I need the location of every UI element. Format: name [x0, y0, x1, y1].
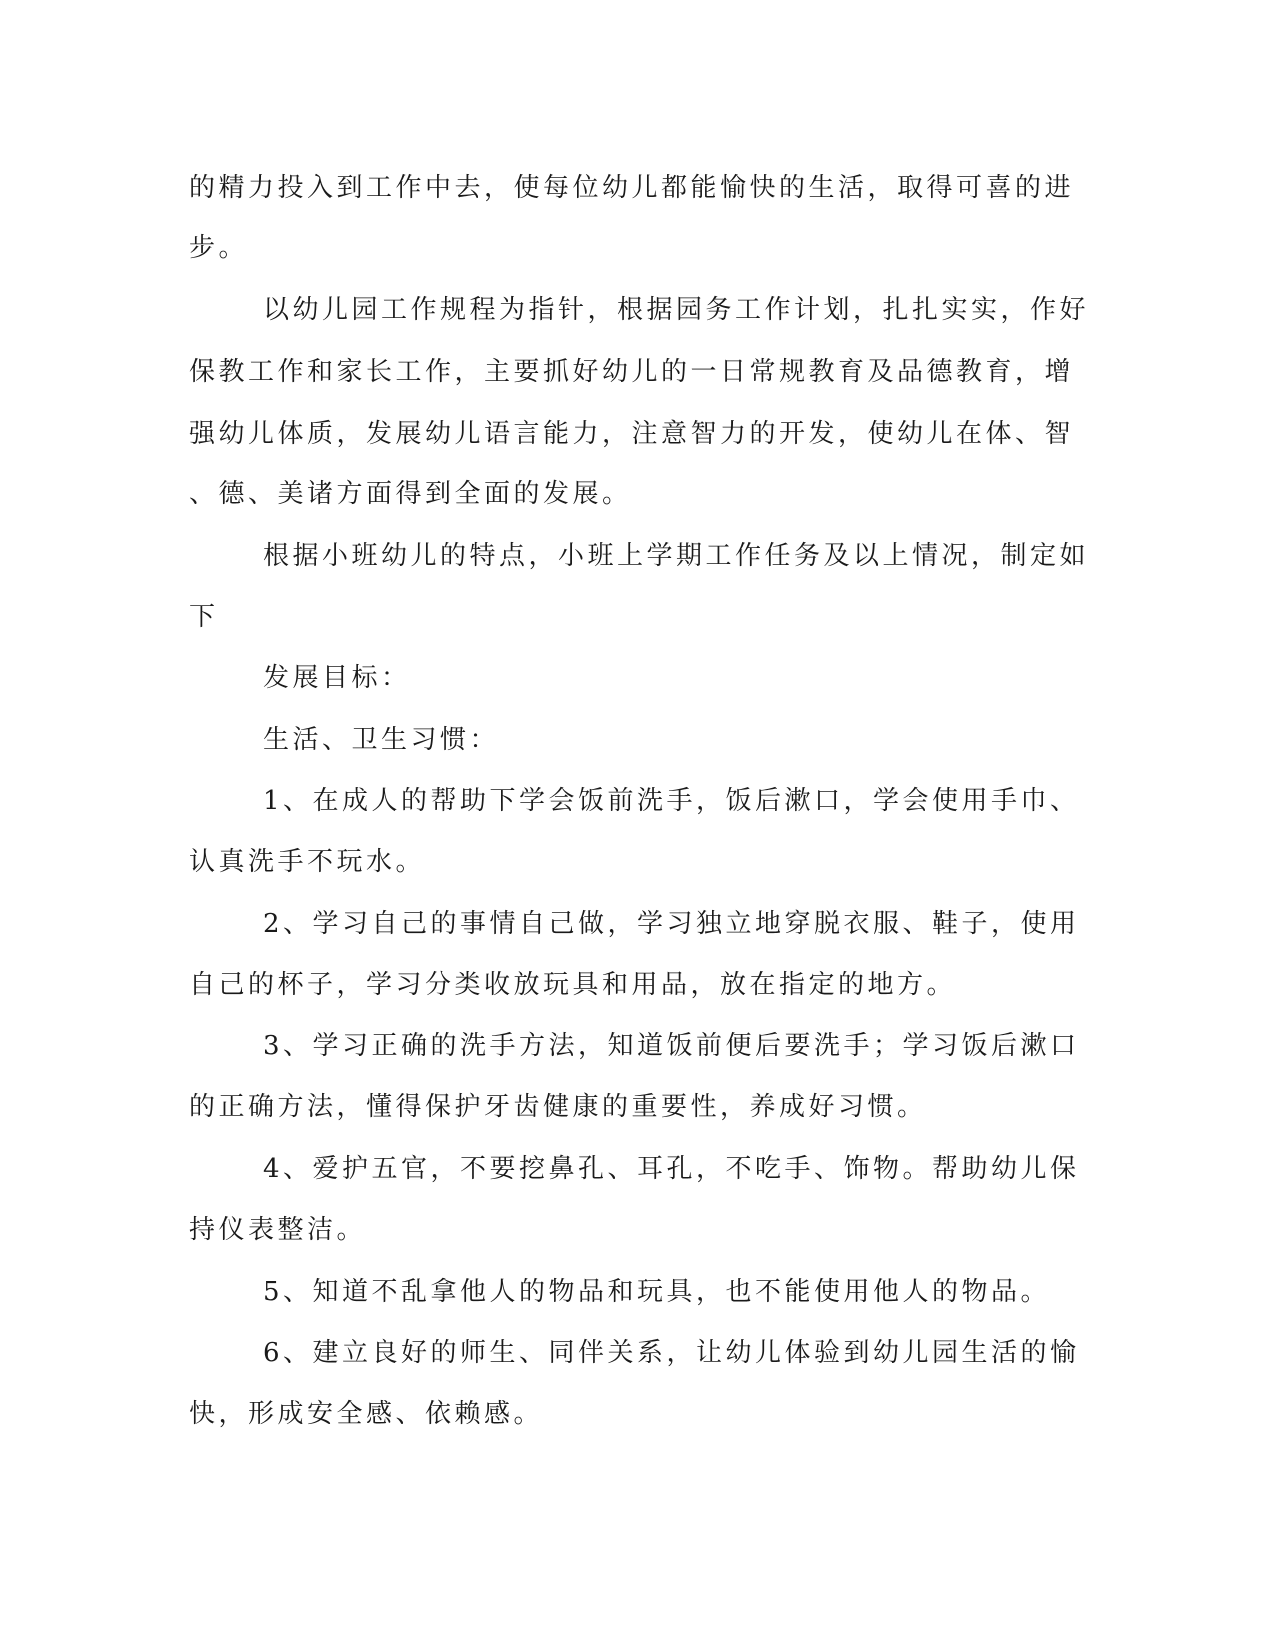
list-item-line: 快，形成安全感、依赖感。 [189, 1399, 544, 1429]
list-item-line: 自己的杯子，学习分类收放玩具和用品，放在指定的地方。 [189, 970, 957, 1000]
paragraph-line: 步。 [189, 233, 249, 263]
paragraph-line: 、德、美诸方面得到全面的发展。 [189, 479, 632, 509]
paragraph-line: 强幼儿体质，发展幼儿语言能力，注意智力的开发，使幼儿在体、智 [189, 419, 1075, 449]
list-item-line: 5、知道不乱拿他人的物品和玩具，也不能使用他人的物品。 [263, 1277, 1051, 1307]
list-item-line: 1、在成人的帮助下学会饭前洗手，饭后漱口，学会使用手巾、 [263, 786, 1080, 816]
paragraph-line: 的精力投入到工作中去，使每位幼儿都能愉快的生活，取得可喜的进 [189, 173, 1075, 203]
paragraph-line: 下 [189, 602, 219, 632]
paragraph-line: 根据小班幼儿的特点，小班上学期工作任务及以上情况，制定如 [263, 541, 1090, 571]
list-item-line: 6、建立良好的师生、同伴关系，让幼儿体验到幼儿园生活的愉 [263, 1338, 1080, 1368]
subsection-heading: 生活、卫生习惯： [263, 725, 500, 755]
list-item-line: 3、学习正确的洗手方法，知道饭前便后要洗手；学习饭后漱口 [263, 1031, 1080, 1061]
list-item-line: 4、爱护五官，不要挖鼻孔、耳孔，不吃手、饰物。帮助幼儿保 [263, 1154, 1080, 1184]
paragraph-line: 保教工作和家长工作，主要抓好幼儿的一日常规教育及品德教育，增 [189, 357, 1075, 387]
list-item-line: 的正确方法，懂得保护牙齿健康的重要性，养成好习惯。 [189, 1092, 927, 1122]
list-item-line: 认真洗手不玩水。 [189, 847, 426, 877]
section-heading: 发展目标： [263, 663, 411, 693]
list-item-line: 持仪表整洁。 [189, 1215, 367, 1245]
paragraph-line: 以幼儿园工作规程为指针，根据园务工作计划，扎扎实实，作好 [263, 295, 1090, 325]
list-item-line: 2、学习自己的事情自己做，学习独立地穿脱衣服、鞋子，使用 [263, 909, 1080, 939]
